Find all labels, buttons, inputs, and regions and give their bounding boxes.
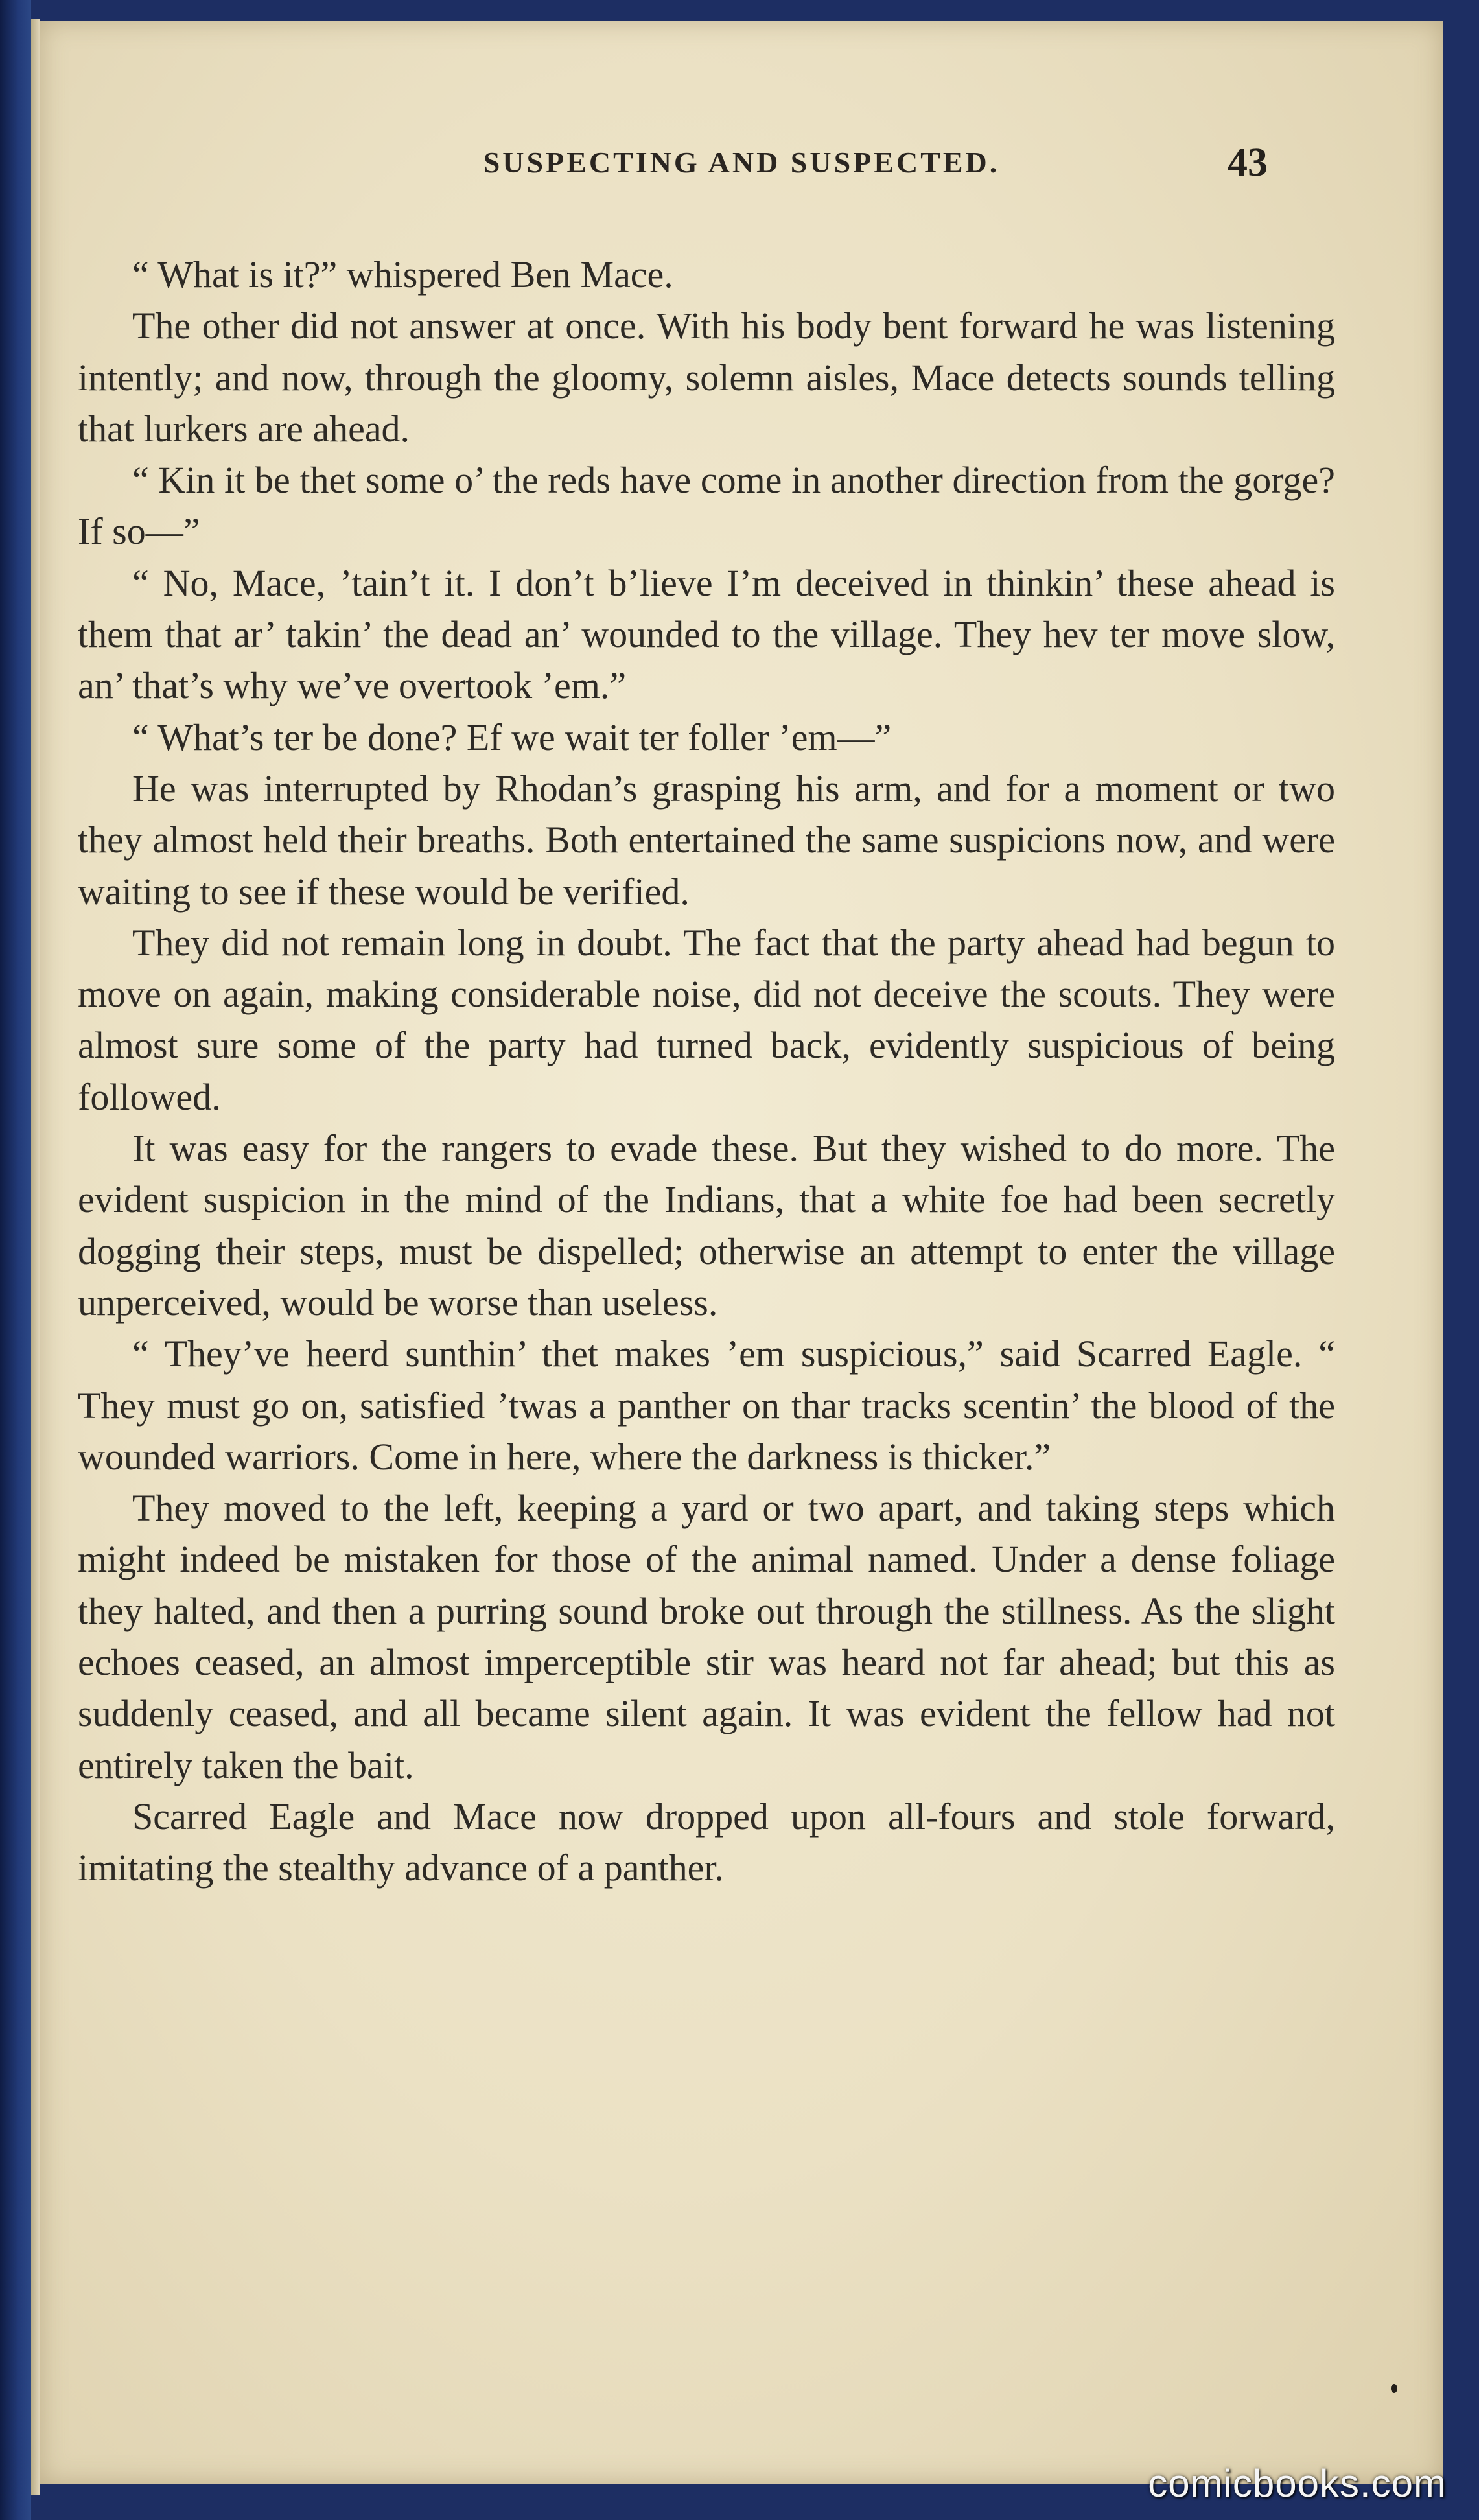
paragraph: “ What is it?” whispered Ben Mace.	[132, 253, 673, 296]
paragraph: They moved to the left, keeping a yard or two apart, and taking steps which might indeed be mistaken for those of the animal named. Under a dense foliage they halted, and then a purring sound broke out through the stillness. As the slight echoes ceased, an almost imperceptible stir was heard not far ahead; but this as suddenly ceased, and all became silent again. It was evident the fellow had not entirely taken the bait.	[78, 1487, 1335, 1786]
paragraph: He was interrupted by Rhodan’s grasping his arm, and for a moment or two they almost held their breaths. Both entertained the same suspicions now, and were waiting to see if these would be verified.	[78, 767, 1335, 913]
ink-speck	[1391, 2384, 1397, 2393]
paragraph: It was easy for the rangers to evade these. But they wished to do more. The evident suspicion in the mind of the Indians, that a white foe had been secretly dogging their steps, must be dispelled; otherwise an attempt to enter the village unperceived, would be worse than useless.	[78, 1127, 1335, 1324]
running-head-title: SUSPECTING AND SUSPECTED.	[483, 146, 1000, 179]
page-gutter	[31, 19, 40, 2495]
paragraph: Scarred Eagle and Mace now dropped upon all-fours and stole forward, imitating the stealthy advance of a panther.	[78, 1795, 1335, 1889]
paragraph: “ They’ve heerd sunthin’ thet makes ’em suspicious,” said Scarred Eagle. “ They must go on, satisfied ’twas a panther on thar tracks scentin’ the blood of the wounded warriors. Come in here, where the darkness is thicker.”	[78, 1333, 1335, 1478]
paragraph: “ Kin it be thet some o’ the reds have come in another direction from the gorge? If so—”	[78, 459, 1335, 553]
book-spine-edge	[0, 0, 31, 2520]
running-head	[40, 140, 1443, 192]
paragraph: “ No, Mace, ’tain’t it. I don’t b’lieve I’m deceived in thinkin’ these ahead is them that ar’ takin’ the dead an’ wounded to the village. They hev ter move slow, an’ that’s why we’ve overtook ’em.”	[78, 561, 1335, 707]
paragraph: “ What’s ter be done? Ef we wait ter foller ’em—”	[132, 716, 892, 758]
watermark: comicbooks.com	[1148, 2462, 1447, 2505]
paragraph: The other did not answer at once. With his body bent forward he was listening intently; and now, through the gloomy, solemn aisles, Mace detects sounds telling that lurkers are ahead.	[78, 305, 1335, 450]
body-text	[78, 249, 1335, 1894]
page-number: 43	[1228, 141, 1268, 185]
paragraph: They did not remain long in doubt. The fact that the party ahead had begun to move on again, making considerable noise, did not deceive the scouts. They were almost sure some of the party had turned back, evidently suspicious of being followed.	[78, 921, 1335, 1118]
book-page	[40, 21, 1443, 2484]
